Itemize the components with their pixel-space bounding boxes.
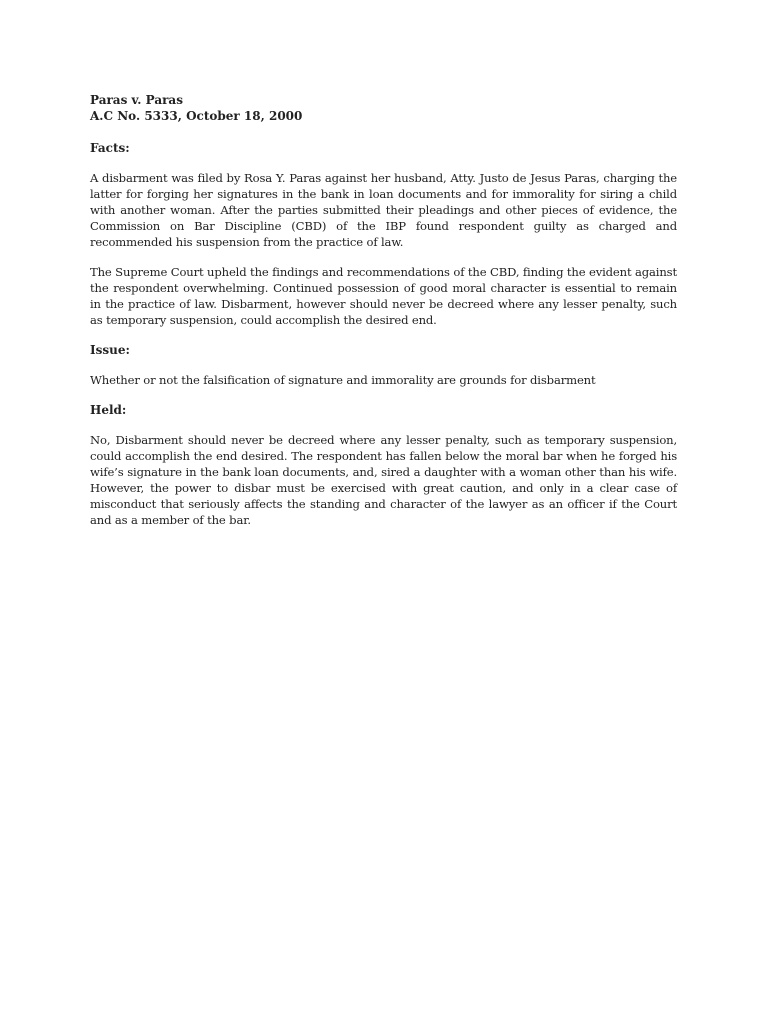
held-heading: Held: xyxy=(90,403,127,417)
facts-heading: Facts: xyxy=(90,141,130,155)
facts-paragraph-2: The Supreme Court upheld the findings and recommendations of the CBD, finding the evident against the respondent overwhelming. Continued possession of good moral character is essential to remain in the practice of law. Disbarment, however should never be decreed where any lesser penalty, such as temporary suspension, could accomplish the desired end. xyxy=(90,265,677,327)
facts-paragraph-1: A disbarment was filed by Rosa Y. Paras against her husband, Atty. Justo de Jesus Paras, charging the latter for forging her signatures in the bank in loan documents and for immorality for siring a child with another woman. After the parties submitted their pleadings and other pieces of evidence, the Commission on Bar Discipline (CBD) of the IBP found respondent guilty as charged and recommended his suspension from the practice of law. xyxy=(90,171,677,249)
case-number: A.C No. 5333, October 18, 2000 xyxy=(90,109,303,123)
issue-text: Whether or not the falsification of signature and immorality are grounds for disbarment xyxy=(90,373,596,387)
document-page xyxy=(90,92,677,542)
issue-heading: Issue: xyxy=(90,343,130,357)
held-text: No, Disbarment should never be decreed where any lesser penalty, such as temporary suspension, could accomplish the end desired. The respondent has fallen below the moral bar when he forged his wife’s signature in the bank loan documents, and, sired a daughter with a woman other than his wife. However, the power to disbar must be exercised with great caution, and only in a clear case of misconduct that seriously affects the standing and character of the lawyer as an officer if the Court and as a member of the bar. xyxy=(90,433,677,527)
case-title: Paras v. Paras xyxy=(90,93,183,107)
